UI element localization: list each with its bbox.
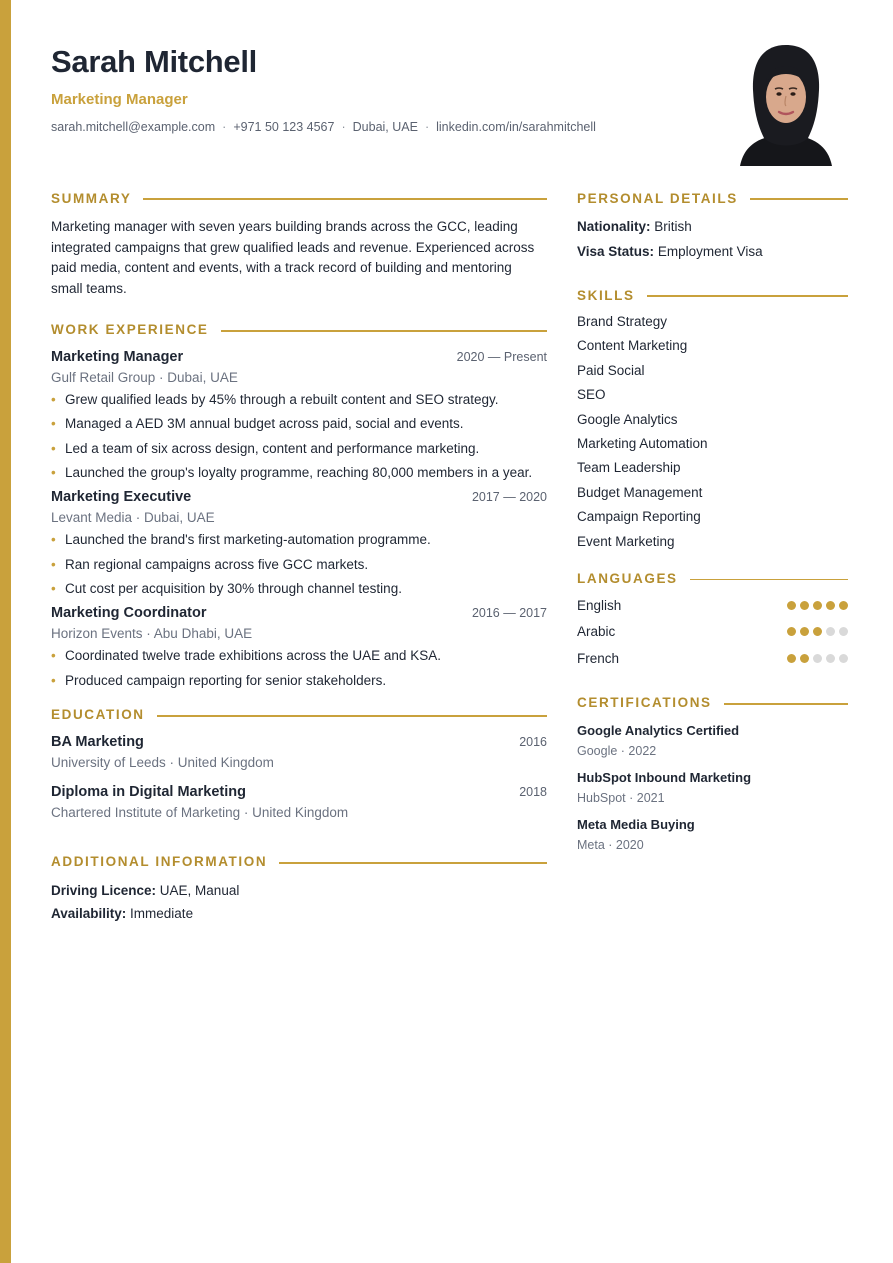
proficiency-dot-filled [826,601,835,610]
education-entry [51,784,547,820]
contact-location: Dubai, UAE [352,120,418,134]
candidate-name: Sarah Mitchell [51,44,257,79]
certification-meta: HubSpot · 2021 [577,790,665,805]
certification-title: HubSpot Inbound Marketing [577,769,752,785]
education-section [51,706,547,820]
certification-meta: Google · 2022 [577,743,657,758]
additional-value: UAE, Manual [159,882,240,898]
section-heading [577,189,848,207]
contact-separator: · [424,120,430,134]
skills-section [577,286,848,550]
additional-heading: ADDITIONAL INFORMATION [51,854,268,870]
proficiency-dot-filled [800,627,809,636]
additional-section [51,853,547,922]
job-title: Marketing Manager [51,348,184,365]
language-row [577,650,848,667]
section-divider [647,295,848,297]
job-bullet: • Managed a AED 3M annual budget across paid, social and events. [51,415,547,432]
language-name: French [577,650,620,666]
skill-item: Campaign Reporting [577,509,701,525]
personal-label: Visa Status: [577,244,655,259]
language-row [577,623,848,640]
skills-heading: SKILLS [577,287,635,303]
skill-item: Content Marketing [577,338,688,354]
proficiency-dot-filled [813,601,822,610]
contact-separator: · [222,120,227,134]
skill-item: Event Marketing [577,533,675,549]
job-bullet: • Ran regional campaigns across five GCC markets. [51,556,547,573]
personal-heading: PERSONAL DETAILS [577,190,738,206]
languages-heading: LANGUAGES [577,571,678,587]
summary-heading: SUMMARY [51,190,132,206]
summary-section [51,189,547,300]
job-date: 2016 — 2017 [471,606,547,621]
proficiency-dot-filled [800,654,809,663]
skill-item: SEO [577,387,606,403]
proficiency-dot-filled [787,627,796,636]
job-bullet: • Launched the brand's first marketing-automation programme. [51,531,547,548]
job-date: 2017 — 2020 [471,490,547,505]
additional-label: Availability: [51,905,127,921]
proficiency-dot-empty [839,654,848,663]
contact-phone[interactable]: +971 50 123 4567 [233,120,335,134]
job-entry [51,349,547,482]
proficiency-dots [787,627,848,636]
certifications-heading: CERTIFICATIONS [577,695,712,711]
additional-label: Driving Licence: [51,882,157,898]
proficiency-dot-filled [800,601,809,610]
job-date: 2020 — Present [456,349,547,364]
certification-item [577,769,848,806]
job-title: Marketing Executive [51,489,192,506]
section-divider [690,579,848,581]
job-bullets [51,391,547,482]
section-heading [51,189,547,207]
main-column [51,189,547,922]
proficiency-dot-empty [826,627,835,636]
certification-item [577,722,848,759]
job-bullet: • Grew qualified leads by 45% through a rebuilt content and SEO strategy. [51,391,547,408]
resume-header [51,42,691,135]
personal-item [577,243,848,260]
degree-institution: Chartered Institute of Marketing · United Kingdom [51,804,349,820]
job-bullet: • Cut cost per acquisition by 30% through channel testing. [51,580,547,597]
candidate-role: Marketing Manager [51,91,188,108]
education-heading: EDUCATION [51,707,145,723]
certifications-section [577,694,848,853]
job-entry [51,605,547,689]
proficiency-dot-empty [826,654,835,663]
section-divider [157,715,547,717]
accent-bar [0,0,11,1263]
contact-separator: · [341,120,346,134]
contact-line [51,119,691,135]
additional-value: Immediate [130,905,194,921]
certification-meta: Meta · 2020 [577,837,644,852]
personal-value: Employment Visa [657,244,763,259]
section-divider [221,330,547,332]
proficiency-dot-empty [813,654,822,663]
job-title: Marketing Coordinator [51,605,207,622]
job-bullet: • Launched the group's loyalty programme, reaching 80,000 members in a year. [51,464,547,481]
certification-item [577,816,848,853]
languages-list [577,597,848,667]
proficiency-dot-filled [839,601,848,610]
additional-item [51,882,547,899]
degree-title: BA Marketing [51,733,144,750]
job-entry [51,489,547,597]
section-heading [51,321,547,339]
job-org: Levant Media · Dubai, UAE [51,510,215,526]
job-bullets [51,647,547,689]
proficiency-dot-filled [787,601,796,610]
section-heading [577,570,848,588]
degree-date: 2016 [519,734,547,749]
profile-photo [734,42,838,170]
personal-item [577,218,848,235]
job-org: Gulf Retail Group · Dubai, UAE [51,369,238,385]
skill-item: Team Leadership [577,460,681,476]
proficiency-dot-filled [787,654,796,663]
certification-title: Meta Media Buying [577,816,695,832]
proficiency-dot-filled [813,627,822,636]
section-heading [577,694,848,712]
personal-label: Nationality: [577,219,651,234]
language-name: English [577,597,622,613]
contact-linkedin[interactable]: linkedin.com/in/sarahmitchell [436,120,596,134]
skills-list [577,313,848,550]
certifications-list [577,722,848,853]
section-heading [51,706,547,724]
section-heading [51,853,547,871]
skill-item: Brand Strategy [577,314,668,329]
education-entry [51,734,547,770]
experience-heading: WORK EXPERIENCE [51,322,209,338]
language-row [577,597,848,614]
skill-item: Budget Management [577,484,703,500]
section-divider [750,198,848,200]
contact-email[interactable]: sarah.mitchell@example.com [51,120,216,134]
section-divider [724,703,848,705]
section-divider [279,862,547,864]
side-column [577,189,848,863]
job-bullet: • Produced campaign reporting for senior stakeholders. [51,672,547,689]
skill-item: Google Analytics [577,411,678,427]
additional-item [51,905,547,922]
language-name: Arabic [577,624,616,640]
degree-date: 2018 [519,784,547,799]
proficiency-dot-empty [839,627,848,636]
section-divider [143,198,547,200]
personal-value: British [654,219,692,234]
section-heading [577,286,848,304]
languages-section [577,570,848,667]
job-org: Horizon Events · Abu Dhabi, UAE [51,626,253,642]
personal-section [577,189,848,260]
job-bullets [51,531,547,597]
job-bullet: • Led a team of six across design, content and performance marketing. [51,440,547,457]
summary-text: Marketing manager with seven years building brands across the GCC, leading integrated campaigns that grew qualified leads and revenue. Experienced across paid media, content and events, with a track record of building and mentoring small teams. [51,219,535,297]
skill-item: Paid Social [577,362,645,378]
degree-title: Diploma in Digital Marketing [51,783,246,800]
proficiency-dots [787,601,848,610]
job-bullet: • Coordinated twelve trade exhibitions across the UAE and KSA. [51,647,547,664]
certification-title: Google Analytics Certified [577,722,740,738]
skill-item: Marketing Automation [577,435,708,451]
experience-section [51,321,547,689]
proficiency-dots [787,654,848,663]
degree-institution: University of Leeds · United Kingdom [51,754,274,770]
